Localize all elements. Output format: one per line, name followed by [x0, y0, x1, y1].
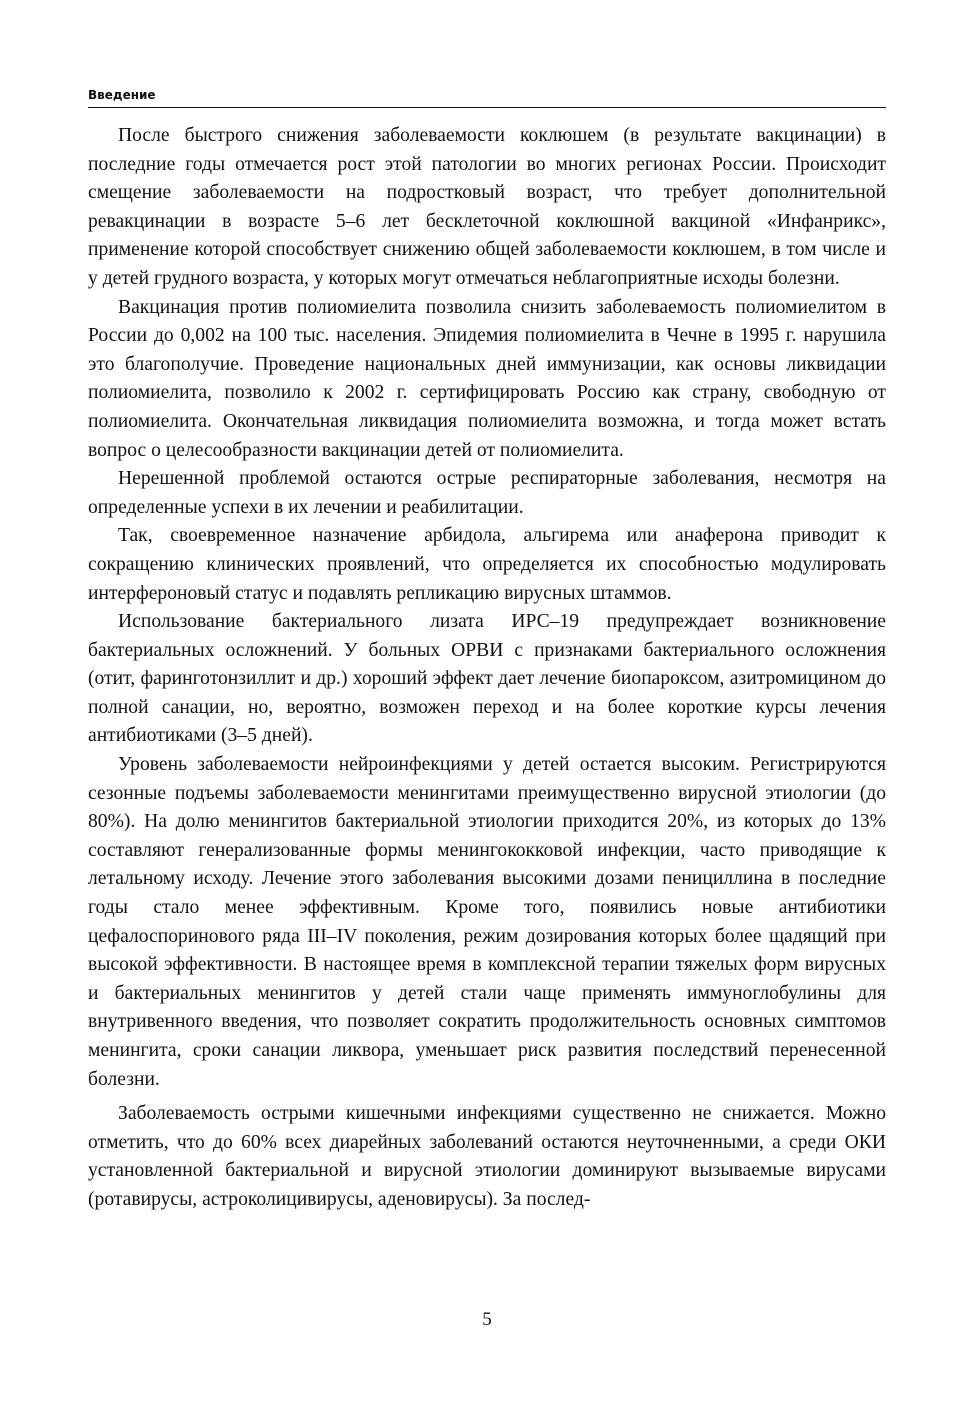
paragraph-antivirals: Так, своевременное назначение арбидола, альгирема или анаферона приводит к сокращению клинических проявлений, что определяется их способностью модулировать интерфероновый статус и подавлять репликацию вирусных штаммов. — [88, 525, 886, 604]
paragraph-intestinal-infections: Заболеваемость острыми кишечными инфекциями существенно не снижается. Можно отметить, что до 60% всех диарейных заболеваний остаются неуточненными, а среди ОКИ установленной бактериальной и вирусной этиологии доминируют вызываемые вирусами (ротавирусы, астроколицивирусы, аденовирусы). За послед- — [88, 1103, 886, 1210]
paragraph-respiratory: Нерешенной проблемой остаются острые респираторные заболевания, несмотря на определенные успехи в их лечении и реабилитации. — [88, 468, 886, 518]
running-head — [88, 86, 886, 108]
section-title: Введение — [88, 88, 156, 102]
page-number: 5 — [482, 1309, 492, 1330]
paragraph-polio: Вакцинация против полиомиелита позволила снизить заболеваемость полиомиелитом в России до 0,002 на 100 тыс. населения. Эпидемия полиомиелита в Чечне в 1995 г. нарушила это благополучие. Проведение национальных дней иммунизации, как основы ликвидации полиомиелита, позволило к 2002 г. сертифицировать Россию как страну, свободную от полиомиелита. Окончательная ликвидация полиомиелита возможна, и тогда может встать вопрос о целесообразности вакцинации детей от полиомиелита. — [88, 296, 886, 461]
page-body — [88, 122, 886, 1215]
paragraph-bacterial-lysate: Использование бактериального лизата ИРС–19 предупреждает возникновение бактериальных осложнений. У больных ОРВИ с признаками бактериального осложнения (отит, фаринготонзиллит и др.) хороший эффект дает лечение биопароксом, азитромицином до полной санации, но, вероятно, возможен переход и на более короткие курсы лечения антибиотиками (3–5 дней). — [88, 611, 886, 747]
paragraph-neuroinfections: Уровень заболеваемости нейроинфекциями у детей остается высоким. Регистрируются сезонные подъемы заболеваемости менингитами преимущественно вирусной этиологии (до 80%). На долю менингитов бактериальной этиологии приходится 20%, из которых до 13% составляют генерализованные формы менингококковой инфекции, часто приводящие к летальному исходу. Лечение этого заболевания высокими дозами пенициллина в последние годы стало менее эффективным. Кроме того, появились новые антибиотики цефалоспоринового ряда III–IV поколения, режим дозирования которых более щадящий при высокой эффективности. В настоящее время в комплексной терапии тяжелых форм вирусных и бактериальных менингитов у детей стали чаще применять иммуноглобулины для внутривенного введения, что позволяет сократить продолжительность основных симптомов менингита, сроки санации ликвора, уменьшает риск развития последствий перенесенной болезни. — [88, 754, 886, 1090]
paragraph-pertussis: После быстрого снижения заболеваемости коклюшем (в результате вакцинации) в последние годы отмечается рост этой патологии во многих регионах России. Происходит смещение заболеваемости на подростковый возраст, что требует дополнительной ревакцинации в возрасте 5–6 лет бесклеточной коклюшной вакциной «Инфанрикс», применение которой способствует снижению общей заболеваемости коклюшем, в том числе и у детей грудного возраста, у которых могут отмечаться неблагоприятные исходы болезни. — [88, 125, 886, 289]
